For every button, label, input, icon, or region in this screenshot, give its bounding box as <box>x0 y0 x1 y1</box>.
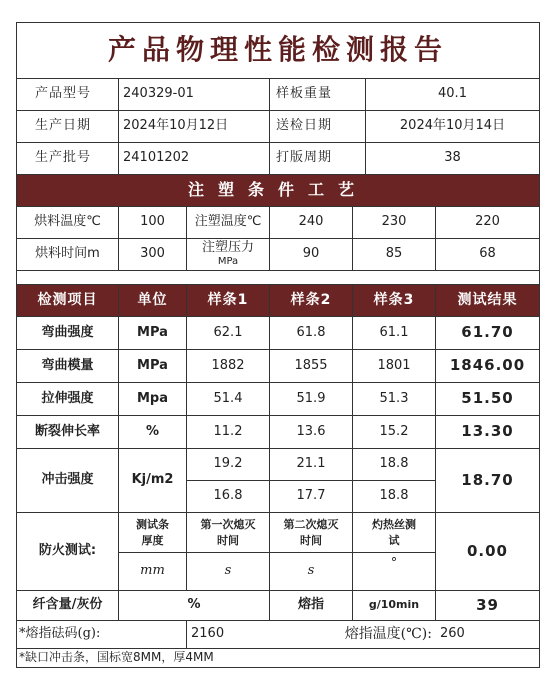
inj-pressure-label-cell <box>187 239 270 271</box>
melt-label: 熔指 <box>270 591 353 621</box>
process-heading: 注塑条件工艺 <box>17 175 539 207</box>
fire-col-second-extinguish: 第二次熄灭时间 <box>270 513 353 553</box>
row-item: 拉伸强度 <box>17 383 119 416</box>
header-sample-3: 样条3 <box>353 285 436 317</box>
impact-r1-s2: 21.1 <box>270 449 353 481</box>
inj-temp-label: 注塑温度℃ <box>187 207 270 239</box>
row-s3: 15.2 <box>353 416 436 449</box>
batch-label: 生产批号 <box>17 143 119 175</box>
melt-temp-label: 熔指温度(℃): <box>315 621 436 649</box>
impact-unit: Kj/m2 <box>119 449 187 513</box>
row-unit: Mpa <box>119 383 187 416</box>
batch-value: 24101202 <box>119 143 270 175</box>
cycle-label: 打版周期 <box>270 143 366 175</box>
header-unit: 单位 <box>119 285 187 317</box>
impact-r2-s1: 16.8 <box>187 481 270 513</box>
melt-unit: g/10min <box>353 591 436 621</box>
row-result: 51.50 <box>436 383 539 416</box>
inj-temp-3: 220 <box>436 207 539 239</box>
weight-footer-label: *熔指砝码(g): <box>17 621 187 649</box>
fire-col-thickness: 测试条厚度 <box>119 513 187 553</box>
row-s2: 61.8 <box>270 317 353 350</box>
fire-col-first-extinguish: 第一次熄灭时间 <box>187 513 270 553</box>
row-unit: % <box>119 416 187 449</box>
header-sample-2: 样条2 <box>270 285 353 317</box>
fiber-unit: % <box>119 591 270 621</box>
model-value: 240329-01 <box>119 79 270 111</box>
footer-note: *缺口冲击条，国标宽8MM，厚4MM <box>19 650 214 665</box>
fiber-result: 39 <box>436 591 539 621</box>
fire-unit-s2: s <box>270 553 353 591</box>
row-result: 13.30 <box>436 416 539 449</box>
impact-r2-s2: 17.7 <box>270 481 353 513</box>
inj-temp-2: 230 <box>353 207 436 239</box>
dry-temp-value: 100 <box>119 207 187 239</box>
header-sample-1: 样条1 <box>187 285 270 317</box>
row-s3: 51.3 <box>353 383 436 416</box>
row-s1: 62.1 <box>187 317 270 350</box>
impact-r1-s3: 18.8 <box>353 449 436 481</box>
row-result: 1846.00 <box>436 350 539 383</box>
page-title: 产品物理性能检测报告 <box>17 23 539 79</box>
inj-pressure-3: 68 <box>436 239 539 271</box>
fire-item: 防火测试: <box>17 513 119 591</box>
spacer-row <box>17 271 539 285</box>
inj-temp-1: 240 <box>270 207 353 239</box>
row-s3: 1801 <box>353 350 436 383</box>
row-result: 61.70 <box>436 317 539 350</box>
row-item: 弯曲模量 <box>17 350 119 383</box>
dry-time-label: 烘料时间m <box>17 239 119 271</box>
report-sheet <box>16 22 540 668</box>
melt-temp-value: 260 <box>436 621 539 649</box>
row-item: 弯曲强度 <box>17 317 119 350</box>
row-s2: 1855 <box>270 350 353 383</box>
row-item: 断裂伸长率 <box>17 416 119 449</box>
inj-pressure-unit: MPa <box>217 256 239 268</box>
fire-unit-s1: s <box>187 553 270 591</box>
header-item: 检测项目 <box>17 285 119 317</box>
fire-unit-mm: mm <box>119 553 187 591</box>
dry-temp-label: 烘料温度℃ <box>17 207 119 239</box>
row-s1: 51.4 <box>187 383 270 416</box>
impact-item: 冲击强度 <box>17 449 119 513</box>
test-date-value: 2024年10月14日 <box>366 111 539 143</box>
impact-result: 18.70 <box>436 449 539 513</box>
row-s1: 11.2 <box>187 416 270 449</box>
inj-pressure-2: 85 <box>353 239 436 271</box>
weight-value: 40.1 <box>366 79 539 111</box>
fire-unit-degree: ° <box>353 553 436 591</box>
fiber-item: 纤含量/灰份 <box>17 591 119 621</box>
impact-r1-s1: 19.2 <box>187 449 270 481</box>
fire-result: 0.00 <box>436 513 539 591</box>
prod-date-label: 生产日期 <box>17 111 119 143</box>
row-s3: 61.1 <box>353 317 436 350</box>
cycle-value: 38 <box>366 143 539 175</box>
model-label: 产品型号 <box>17 79 119 111</box>
row-s2: 51.9 <box>270 383 353 416</box>
dry-time-value: 300 <box>119 239 187 271</box>
row-unit: MPa <box>119 317 187 350</box>
weight-label: 样板重量 <box>270 79 366 111</box>
weight-footer-value: 2160 <box>187 621 315 649</box>
row-s1: 1882 <box>187 350 270 383</box>
row-s2: 13.6 <box>270 416 353 449</box>
impact-r2-s3: 18.8 <box>353 481 436 513</box>
inj-pressure-label: 注塑压力 <box>201 240 254 256</box>
test-date-label: 送检日期 <box>270 111 366 143</box>
header-result: 测试结果 <box>436 285 539 317</box>
prod-date-value: 2024年10月12日 <box>119 111 270 143</box>
row-unit: MPa <box>119 350 187 383</box>
inj-pressure-1: 90 <box>270 239 353 271</box>
fire-col-glow-wire: 灼热丝测试 <box>353 513 436 553</box>
